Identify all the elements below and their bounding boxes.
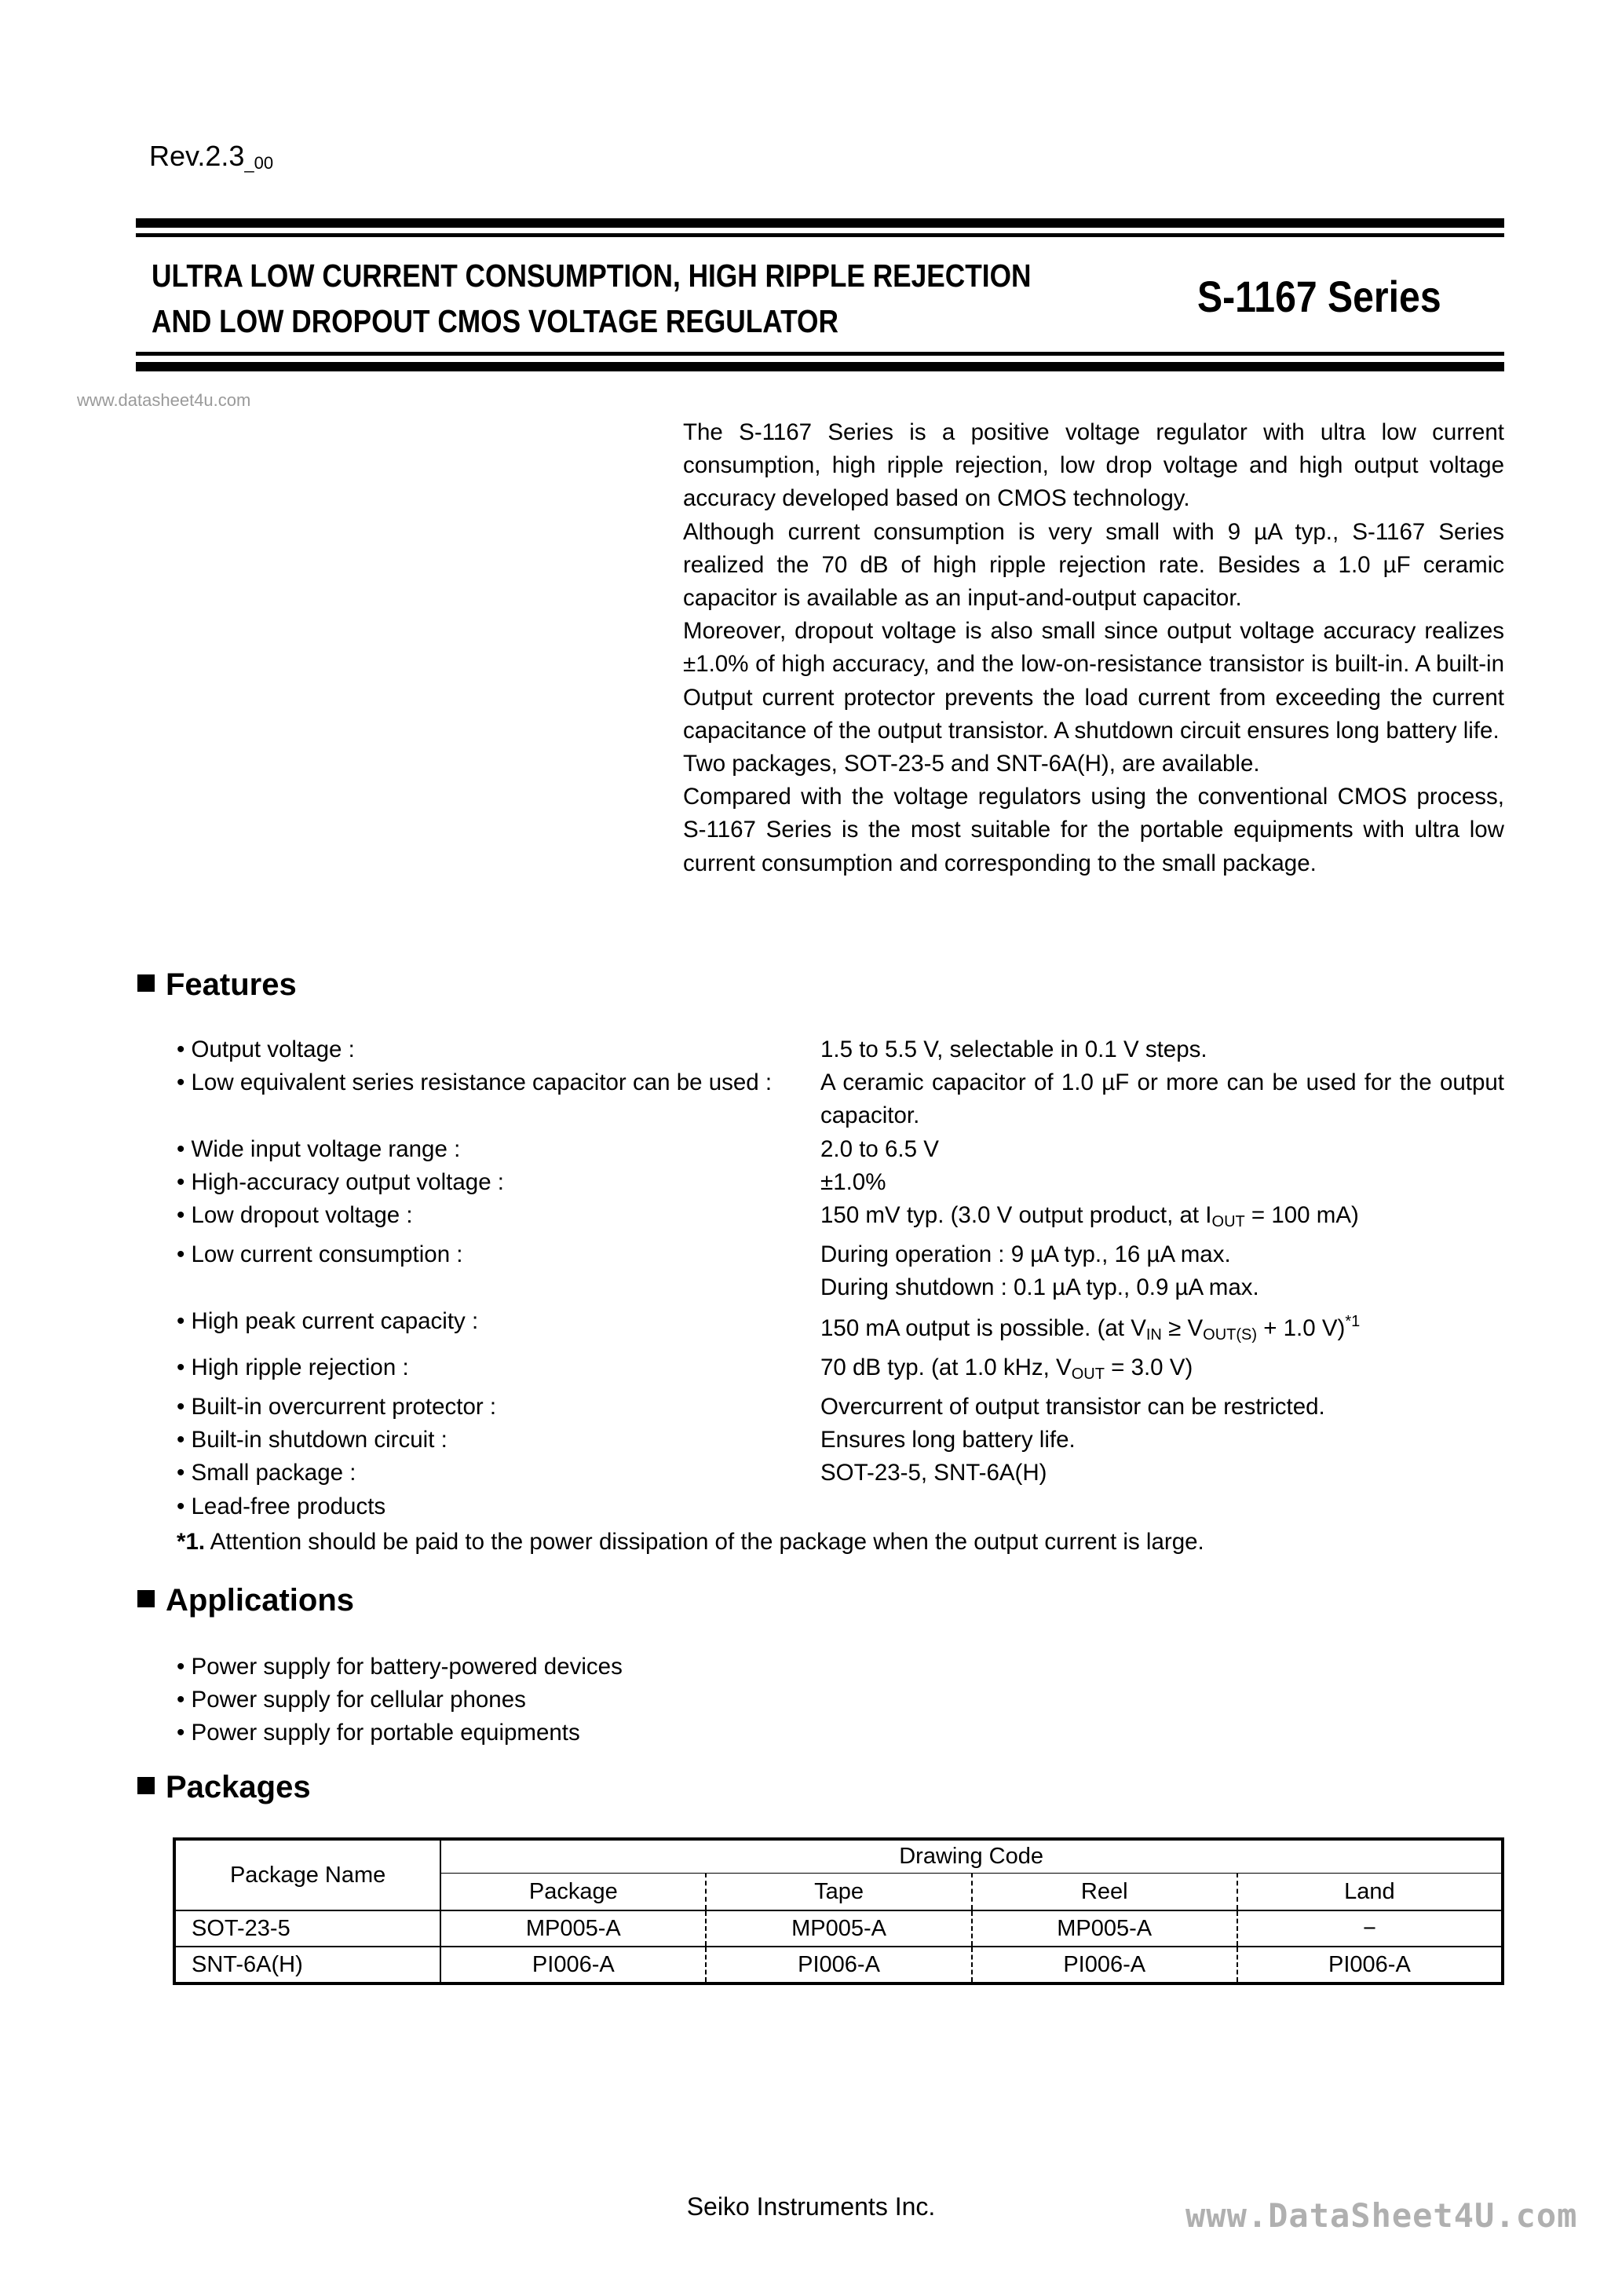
feature-row: • Built-in shutdown circuit : Ensures long battery life. <box>177 1427 1076 1453</box>
feature-row: • Low equivalent series resistance capacitor can be used : A ceramic capacitor of 1.0 µF or more can be used for the output capacitor. <box>177 1069 1504 1129</box>
feature-row: • Built-in overcurrent protector : Overcurrent of output transistor can be restricted. <box>177 1394 1325 1420</box>
bottom-rule-thick <box>136 362 1504 371</box>
list-item: • Power supply for battery-powered devices <box>177 1654 623 1680</box>
series-name: S-1167 Series <box>1197 272 1441 321</box>
subheader-reel: Reel <box>972 1874 1237 1910</box>
bottom-rule-thin <box>136 352 1504 356</box>
intro-paragraph: Compared with the voltage regulators using the conventional CMOS process, S-1167 Series is the most suitable for the portable equipments with ultra low current consumption and corresponding to the small package. <box>683 784 1504 876</box>
applications-list <box>177 1651 623 1750</box>
table-row: SNT-6A(H) PI006-A PI006-A PI006-A PI006-A <box>174 1947 1503 1983</box>
top-rule-thin <box>136 233 1504 237</box>
footnote: *1. Attention should be paid to the power dissipation of the package when the output current is large. <box>177 1529 1204 1555</box>
intro-paragraph: The S-1167 Series is a positive voltage regulator with ultra low current consumption, high ripple rejection, low drop voltage and high output voltage accuracy developed based on CMOS technology. <box>683 419 1504 512</box>
revision-label: $Rev.2.3_{\_00}$ <box>149 140 274 173</box>
applications-heading: Applications <box>137 1583 354 1618</box>
feature-row: • Small package : SOT-23-5, SNT-6A(H) <box>177 1460 1047 1486</box>
list-item: • Power supply for cellular phones <box>177 1687 526 1713</box>
list-item: • Power supply for portable equipments <box>177 1720 580 1746</box>
feature-row: • Low current consumption : During operation : 9 µA typ., 16 µA max. <box>177 1241 1231 1268</box>
intro-paragraph: Two packages, SOT-23-5 and SNT-6A(H), are available. <box>683 751 1260 777</box>
table-row: SOT-23-5 MP005-A MP005-A MP005-A − <box>174 1910 1503 1947</box>
footer-watermark-link[interactable]: www.DataSheet4U.com <box>1185 2196 1578 2235</box>
col-package-name: Package Name <box>174 1839 440 1910</box>
packages-heading: Packages <box>137 1770 311 1805</box>
feature-row: • High-accuracy output voltage : ±1.0% <box>177 1168 886 1195</box>
top-rule-thick <box>136 218 1504 228</box>
document-title: ULTRA LOW CURRENT CONSUMPTION, HIGH RIPPLE REJECTION AND LOW DROPOUT CMOS VOLTAGE REGULATOR <box>152 258 1032 339</box>
watermark-link[interactable]: www.datasheet4u.com <box>77 390 251 410</box>
subheader-land: Land <box>1237 1874 1503 1910</box>
intro-paragraph: Moreover, dropout voltage is also small since output voltage accuracy realizes ±1.0% of high accuracy, and the low-on-resistance transistor is built-in. A built-in Output current protector prevents the load current from exceeding the current capacitance of the output transistor. A shutdown circuit ensures long battery life. <box>683 618 1504 744</box>
subheader-package: Package <box>440 1874 706 1910</box>
feature-row: • Low dropout voltage : 150 mV typ. (3.0 V output product, at $I_{OUT} = 100$ mA) <box>177 1202 1359 1231</box>
features-heading: Features <box>137 967 297 1003</box>
feature-row: • Lead-free products <box>177 1493 386 1519</box>
intro-paragraph: Although current consumption is very small with 9 µA typ., S-1167 Series realized the 70 dB of high ripple rejection rate. Besides a 1.0 µF ceramic capacitor is available as an input-and-output capacitor. <box>683 518 1504 612</box>
feature-row: During shutdown : 0.1 µA typ., 0.9 µA max. <box>820 1274 1259 1301</box>
feature-row: • High peak current capacity : 150 mA output is possible. (at $V_{IN} \ge V_{OUT(S)} + 1.0$ V)$^{*1}$ <box>177 1307 1361 1344</box>
bullet-square-icon <box>137 1590 155 1607</box>
subheader-tape: Tape <box>706 1874 971 1910</box>
feature-row: • Wide input voltage range : 2.0 to 6.5 V <box>177 1135 939 1162</box>
bullet-square-icon <box>137 974 155 992</box>
footer-company: Seiko Instruments Inc. <box>686 2192 936 2221</box>
feature-row: • High ripple rejection : 70 dB typ. (at 1.0 kHz, $V_{OUT} = 3.0$ V) <box>177 1354 1193 1383</box>
packages-table <box>173 1837 1504 1985</box>
feature-row: • Output voltage : 1.5 to 5.5 V, selectable in 0.1 V steps. <box>177 1036 1207 1062</box>
col-drawing-code: Drawing Code <box>440 1839 1503 1874</box>
intro-text <box>683 416 1504 880</box>
bullet-square-icon <box>137 1777 155 1794</box>
features-list <box>177 1033 1504 1523</box>
